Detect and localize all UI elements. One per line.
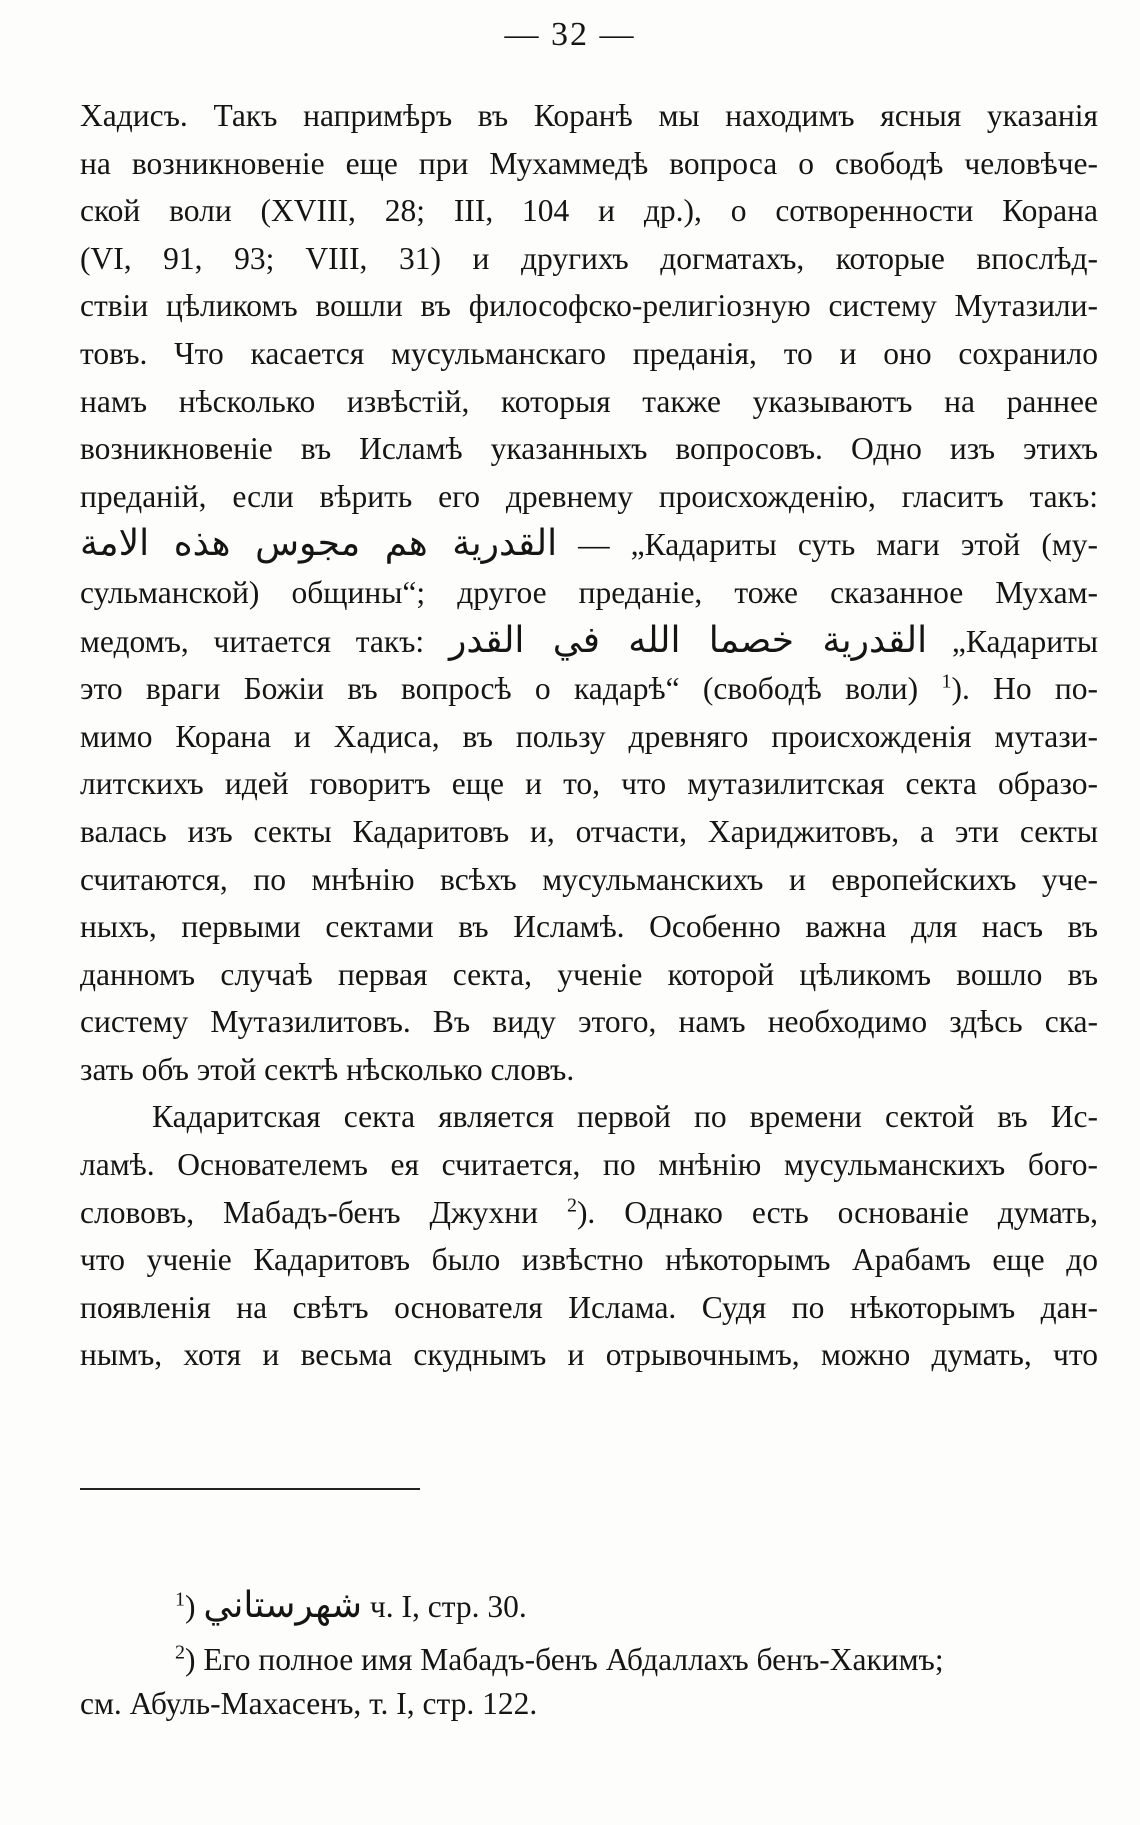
text-line: намъ нѣсколько извѣстій, которыя также указываютъ на раннее [80,383,1098,419]
text-line [80,1189,1098,1237]
text-line: сульманской) общины“; другое преданіе, тоже сказанное Мухам- [80,574,1098,610]
arabic-quote-1: القدرية هم مجوس هذه الامة [80,523,558,565]
text-line [80,665,1098,713]
text-line-arabic-quote [80,617,1098,666]
footnote-marker-2: 2 [175,1641,185,1664]
text-line-arabic-quote [80,520,1098,569]
text-line: систему Мутазилитовъ. Въ виду этого, намъ необходимо здѣсь ска- [80,1004,1098,1040]
line-text: слововъ, Мабадъ-бенъ Джухни [80,1194,567,1230]
line-text: медомъ, читается такъ: [80,623,449,659]
footnote-1: $^1$) شهرستاني ч. I, стр. 30. [175,1585,527,1626]
line-text: это враги Божіи въ вопросѣ о кадарѣ“ (свободѣ воли) [80,671,942,707]
text-line: что ученіе Кадаритовъ было извѣстно нѣкоторымъ Арабамъ еще до [80,1242,1098,1278]
footnote-marker-1: 1 [175,1588,185,1611]
page-number: — 32 — [504,16,636,53]
line-text: ). Но по- [951,671,1099,707]
line-text: ). Однако есть основаніе думать, [576,1194,1098,1230]
footnote-ref-1: 1 [941,670,952,693]
footnote-2-cont: см. Абуль-Махасенъ, т. I, стр. 122. [80,1686,538,1721]
text-line: данномъ случаѣ первая секта, ученіе которой цѣликомъ вошло въ [80,956,1098,992]
arabic-quote-2: القدرية خصما الله في القدر [448,619,928,661]
text-line: на возникновеніе еще при Мухаммедѣ вопроса о свободѣ человѣче- [80,145,1098,181]
text-line: ныхъ, первыми сектами въ Исламѣ. Особенно важна для насъ въ [80,909,1098,945]
paragraph-start: Кадаритская секта является первой по времени сектой въ Ис- [152,1099,1098,1135]
text-line: (VI, 91, 93; VIII, 31) и другихъ догматахъ, которые впослѣд- [80,240,1098,276]
text-line: литскихъ идей говоритъ еще и то, что мутазилитская секта образо- [80,766,1098,802]
text-line: ламѣ. Основателемъ ея считается, по мнѣнію мусульманскихъ бого- [80,1147,1098,1183]
text-line: ской воли (XVIII, 28; III, 104 и др.), о сотворенности Корана [80,193,1098,229]
line-text: „Кадариты [927,623,1098,659]
footnote-2-text: ) Его полное имя Мабадъ-бенъ Абдаллахъ бенъ-Хакимъ; [185,1642,944,1677]
text-line: ствіи цѣликомъ вошли въ философско-религіозную систему Мутазили- [80,288,1098,324]
text-line: появленія на свѣтъ основателя Ислама. Судя по нѣкоторымъ дан- [80,1289,1098,1325]
text-line: валась изъ секты Кадаритовъ и, отчасти, Хариджитовъ, а эти секты [80,813,1098,849]
text-line: возникновеніе въ Исламѣ указанныхъ вопросовъ. Одно изъ этихъ [80,431,1098,467]
main-text [80,92,1098,1379]
footnote-ref-2: 2 [566,1194,577,1217]
text-line: преданій, если вѣрить его древнему происхожденію, гласитъ такъ: [80,478,1098,514]
quote-translation-1: — „Кадариты суть маги этой (му- [557,527,1098,563]
text-line: Хадисъ. Такъ напримѣръ въ Коранѣ мы находимъ ясныя указанія [80,98,1098,133]
footnote-divider [80,1488,420,1490]
text-line: зать объ этой сектѣ нѣсколько словъ. [80,1051,575,1087]
footnote-1-arabic: شهرستاني [203,1585,363,1626]
text-line: нымъ, хотя и весьма скуднымъ и отрывочнымъ, можно думать, что [80,1337,1098,1373]
text-line: считаются, по мнѣнію всѣхъ мусульманскихъ и европейскихъ уче- [80,861,1098,897]
text-line: мимо Корана и Хадиса, въ пользу древняго происхожденія мутази- [80,718,1098,754]
footnote-2 [80,1638,1098,1682]
footnote-1-text: ч. I, стр. 30. [362,1589,527,1624]
text-line: товъ. Что касается мусульманскаго преданія, то и оно сохранило [80,335,1098,371]
